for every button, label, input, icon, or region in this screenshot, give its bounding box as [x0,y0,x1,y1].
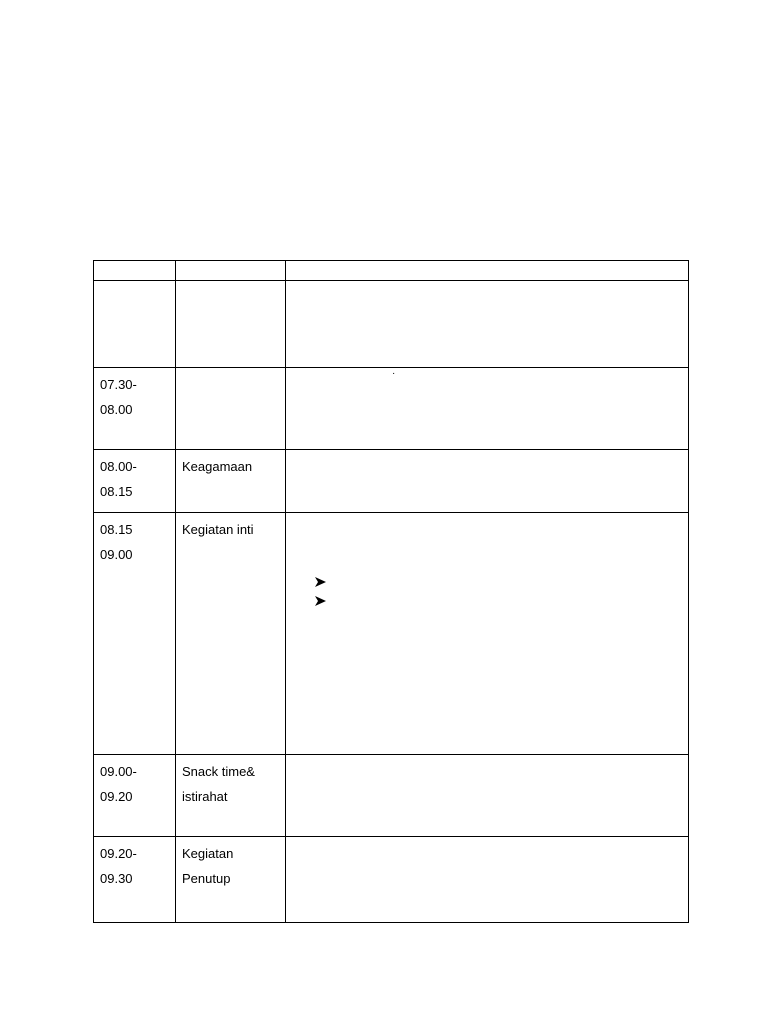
table-row [94,368,689,450]
time-cell [94,513,176,755]
activity-cell [176,513,286,755]
activity-cell [176,755,286,837]
time-end: 09.20 [100,789,133,804]
activity-label: istirahat [182,789,228,804]
activity-label: Penutup [182,871,231,886]
dot-mark: · [392,368,396,379]
time-cell [94,368,176,450]
table-header-row [94,261,689,281]
time-start: 09.00- [100,764,137,779]
activity-label: Kegiatan inti [182,522,254,537]
header-cell-activity [176,261,286,281]
description-cell [286,755,689,837]
arrow-bullet-icon [314,576,327,588]
time-start: 08.15 [100,522,133,537]
time-cell [94,281,176,368]
table-row [94,450,689,513]
time-cell [94,837,176,923]
activity-cell [176,368,286,450]
time-end: 09.00 [100,547,133,562]
table-row [94,513,689,755]
time-start: 07.30- [100,377,137,392]
header-cell-description [286,261,689,281]
activity-label: Snack time& [182,764,255,779]
description-cell [286,837,689,923]
arrow-bullet-icon [314,595,327,607]
activity-label: Kegiatan [182,846,234,861]
table-row [94,837,689,923]
time-end: 08.15 [100,484,133,499]
time-end: 08.00 [100,402,133,417]
table-row-blank [94,281,689,368]
time-start: 08.00- [100,459,137,474]
header-cell-time [94,261,176,281]
description-cell [286,281,689,368]
time-end: 09.30 [100,871,133,886]
description-cell [286,450,689,513]
time-cell [94,755,176,837]
list-item [314,571,327,590]
time-start: 09.20- [100,846,137,861]
bullet-list [314,571,327,609]
activity-label: Keagamaan [182,459,253,474]
table-row [94,755,689,837]
schedule-table [93,260,689,923]
description-cell [286,513,689,755]
time-cell [94,450,176,513]
description-cell [286,368,689,450]
activity-cell [176,837,286,923]
list-item [314,590,327,609]
activity-cell [176,450,286,513]
activity-cell [176,281,286,368]
